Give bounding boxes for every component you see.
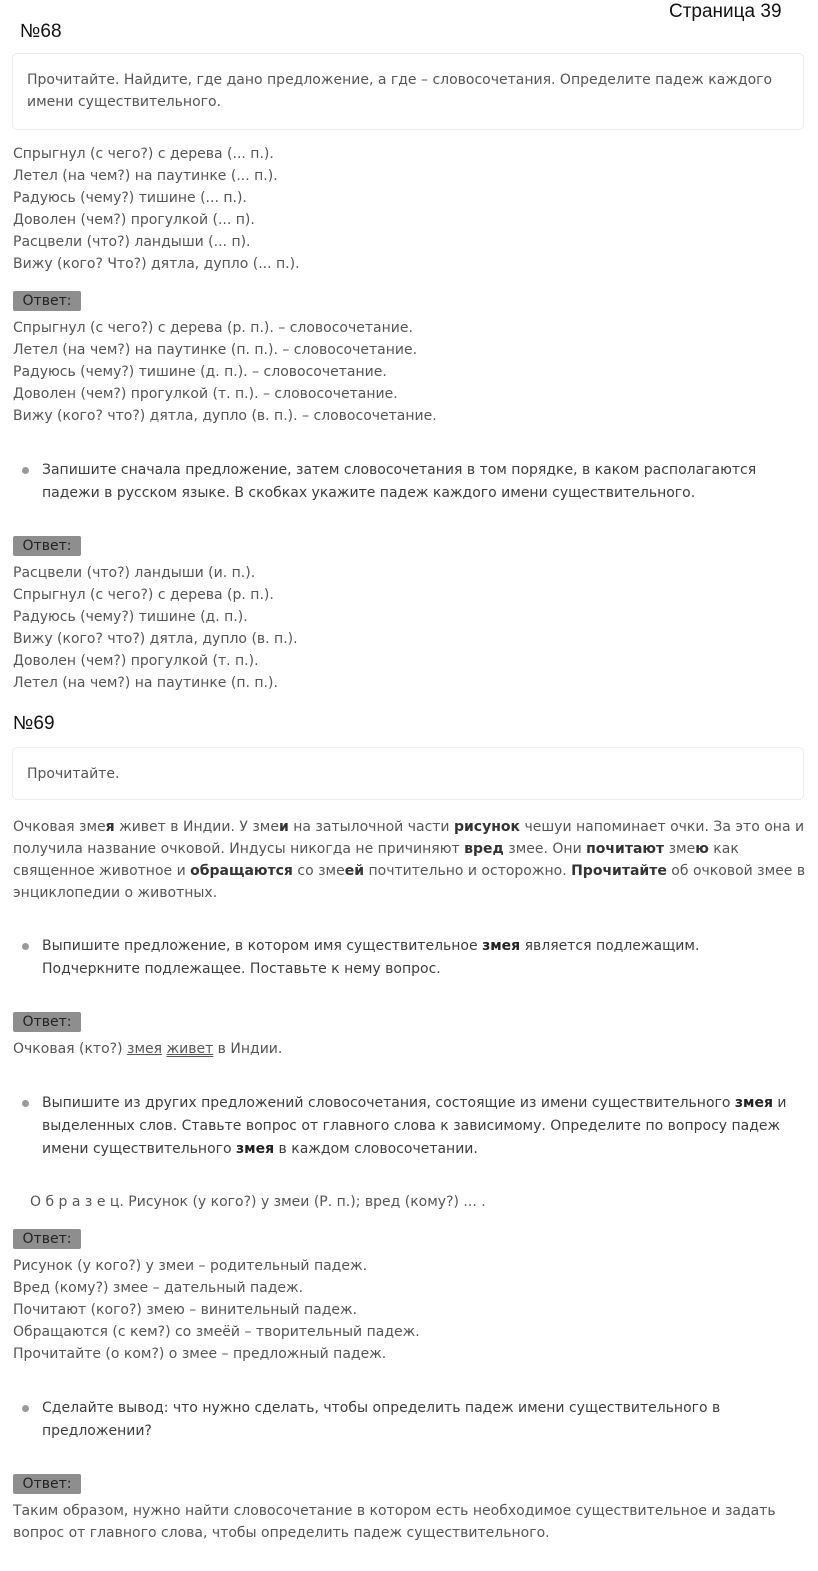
list-item: Спрыгнул (с чего?) с дерева (р. п.). – словосочетание. bbox=[13, 320, 413, 336]
text-fragment: об очковой змее в энциклопедии о животных. bbox=[13, 863, 806, 901]
list-item: Спрыгнул (с чего?) с дерева (... п.). bbox=[13, 146, 274, 162]
task-text: Сделайте вывод: что нужно сделать, чтобы определить падеж имени существительного в предложении? bbox=[42, 1400, 721, 1439]
list-item: Радуюсь (чему?) тишине (... п.). bbox=[13, 190, 247, 206]
text-fragment: чешуи напоминает очки. За это она и получила название очковой. Индусы никогда не причиняют bbox=[13, 819, 805, 857]
bold-text: ю bbox=[695, 841, 709, 857]
bullet-dot-icon bbox=[22, 1405, 29, 1412]
list-item: Вред (кому?) змее – дательный падеж. bbox=[13, 1280, 304, 1296]
subject-underlined: змея bbox=[127, 1041, 163, 1057]
answer-badge: Ответ: bbox=[13, 536, 81, 556]
answer-badge: Ответ: bbox=[13, 1474, 81, 1494]
text-fragment: как священное животное и bbox=[13, 841, 739, 879]
bold-text: змея bbox=[734, 1095, 773, 1111]
list-item: Летел (на чем?) на паутинке (п. п.). – словосочетание. bbox=[13, 342, 418, 358]
exercise-69-answer-3: Таким образом, нужно найти словосочетание в котором есть необходимое существительное и задать вопрос от главного слова, чтобы определить падеж существительного. bbox=[13, 1503, 776, 1541]
bold-text: змея bbox=[236, 1141, 275, 1157]
bullet-dot-icon bbox=[22, 467, 29, 474]
exercise-68-number: №68 bbox=[20, 21, 62, 42]
predicate-underlined: живет bbox=[166, 1041, 214, 1057]
exercise-68-lines bbox=[13, 143, 813, 275]
list-item: Вижу (кого? Что?) дятла, дупло (... п.). bbox=[13, 256, 300, 272]
bold-text: ей bbox=[344, 863, 365, 879]
answer-text: Очковая (кто?) bbox=[13, 1041, 127, 1057]
exercise-69-instruction-box bbox=[12, 747, 804, 800]
list-item: Летел (на чем?) на паутинке (п. п.). bbox=[13, 675, 278, 691]
text-fragment: является подлежащим. Подчеркните подлежащее. Поставьте к нему вопрос. bbox=[42, 938, 700, 977]
exercise-69-instruction: Прочитайте. bbox=[27, 766, 120, 782]
list-item: Радуюсь (чему?) тишине (д. п.). – словосочетание. bbox=[13, 364, 387, 380]
exercise-68-answer-1 bbox=[13, 317, 813, 427]
list-item: Обращаются (с кем?) со змеёй – творительный падеж. bbox=[13, 1324, 420, 1340]
bold-text: Прочитайте bbox=[571, 863, 667, 879]
text-fragment: почтительно и осторожно. bbox=[364, 863, 572, 879]
text-fragment: в каждом словосочетании. bbox=[274, 1141, 478, 1157]
text-fragment: змее. Они bbox=[503, 841, 587, 857]
list-item: Рисунок (у кого?) у змеи – родительный падеж. bbox=[13, 1258, 368, 1274]
answer-badge: Ответ: bbox=[13, 291, 81, 311]
exercise-68-task-2 bbox=[22, 459, 792, 505]
text-fragment: живет в Индии. У зме bbox=[114, 819, 279, 835]
list-item: Радуюсь (чему?) тишине (д. п.). bbox=[13, 609, 248, 625]
exercise-69-task-1 bbox=[22, 935, 792, 981]
text-fragment: зме bbox=[664, 841, 696, 857]
list-item: Вижу (кого? что?) дятла, дупло (в. п.). bbox=[13, 631, 298, 647]
bullet-dot-icon bbox=[22, 1100, 29, 1107]
text-fragment: Выпишите предложение, в котором имя существительное bbox=[42, 938, 483, 954]
exercise-69-answer-2 bbox=[13, 1255, 813, 1365]
text-fragment: Выпишите из других предложений словосочетания, состоящие из имени существительного bbox=[42, 1095, 735, 1111]
page-number: Страница 39 bbox=[669, 1, 782, 22]
task-text bbox=[42, 935, 792, 981]
exercise-68-instruction: Прочитайте. Найдите, где дано предложение, а где – словосочетания. Определите падеж каждого имени существительного. bbox=[27, 72, 773, 110]
list-item: Расцвели (что?) ландыши (и. п.). bbox=[13, 565, 256, 581]
answer-text: в Индии. bbox=[213, 1041, 283, 1057]
list-item: Прочитайте (о ком?) о змее – предложный падеж. bbox=[13, 1346, 387, 1362]
list-item: Почитают (кого?) змею – винительный падеж. bbox=[13, 1302, 358, 1318]
text-fragment: со зме bbox=[292, 863, 345, 879]
text-fragment: Очковая зме bbox=[13, 819, 106, 835]
exercise-68-instruction-box bbox=[12, 53, 804, 130]
bold-text: я bbox=[105, 819, 115, 835]
bold-text: вред bbox=[464, 841, 504, 857]
bold-text: и bbox=[278, 819, 289, 835]
answer-badge: Ответ: bbox=[13, 1229, 81, 1249]
list-item: Доволен (чем?) прогулкой (... п). bbox=[13, 212, 255, 228]
list-item: Доволен (чем?) прогулкой (т. п.). – словосочетание. bbox=[13, 386, 398, 402]
answer-badge: Ответ: bbox=[13, 1012, 81, 1032]
list-item: Вижу (кого? что?) дятла, дупло (в. п.). – словосочетание. bbox=[13, 408, 437, 424]
list-item bbox=[13, 1038, 813, 1060]
bold-text: рисунок bbox=[453, 819, 521, 835]
exercise-69-task-2 bbox=[22, 1092, 792, 1161]
exercise-69-text bbox=[13, 816, 813, 904]
bold-text: почитают bbox=[586, 841, 665, 857]
sample-line: О б р а з е ц. Рисунок (у кого?) у змеи (Р. п.); вред (кому?) ... . bbox=[30, 1194, 486, 1210]
exercise-69-task-3 bbox=[22, 1397, 792, 1443]
bold-text: обращаются bbox=[190, 863, 293, 879]
list-item: Доволен (чем?) прогулкой (т. п.). bbox=[13, 653, 259, 669]
list-item: Спрыгнул (с чего?) с дерева (р. п.). bbox=[13, 587, 274, 603]
list-item: Летел (на чем?) на паутинке (... п.). bbox=[13, 168, 278, 184]
bold-text: змея bbox=[482, 938, 521, 954]
exercise-69-answer-1 bbox=[13, 1038, 813, 1060]
text-fragment: и выделенных слов. Ставьте вопрос от главного слова к зависимому. Определите по вопросу падеж имени существительного bbox=[42, 1095, 787, 1157]
task-text: Запишите сначала предложение, затем словосочетания в том порядке, в каком располагаются падежи в русском языке. В скобках укажите падеж каждого имени существительного. bbox=[42, 462, 757, 501]
text-fragment: на затылочной части bbox=[288, 819, 454, 835]
list-item: Расцвели (что?) ландыши (... п). bbox=[13, 234, 251, 250]
exercise-68-answer-2 bbox=[13, 562, 813, 694]
bullet-dot-icon bbox=[22, 943, 29, 950]
task-text bbox=[42, 1092, 792, 1161]
exercise-69-number: №69 bbox=[13, 713, 55, 734]
